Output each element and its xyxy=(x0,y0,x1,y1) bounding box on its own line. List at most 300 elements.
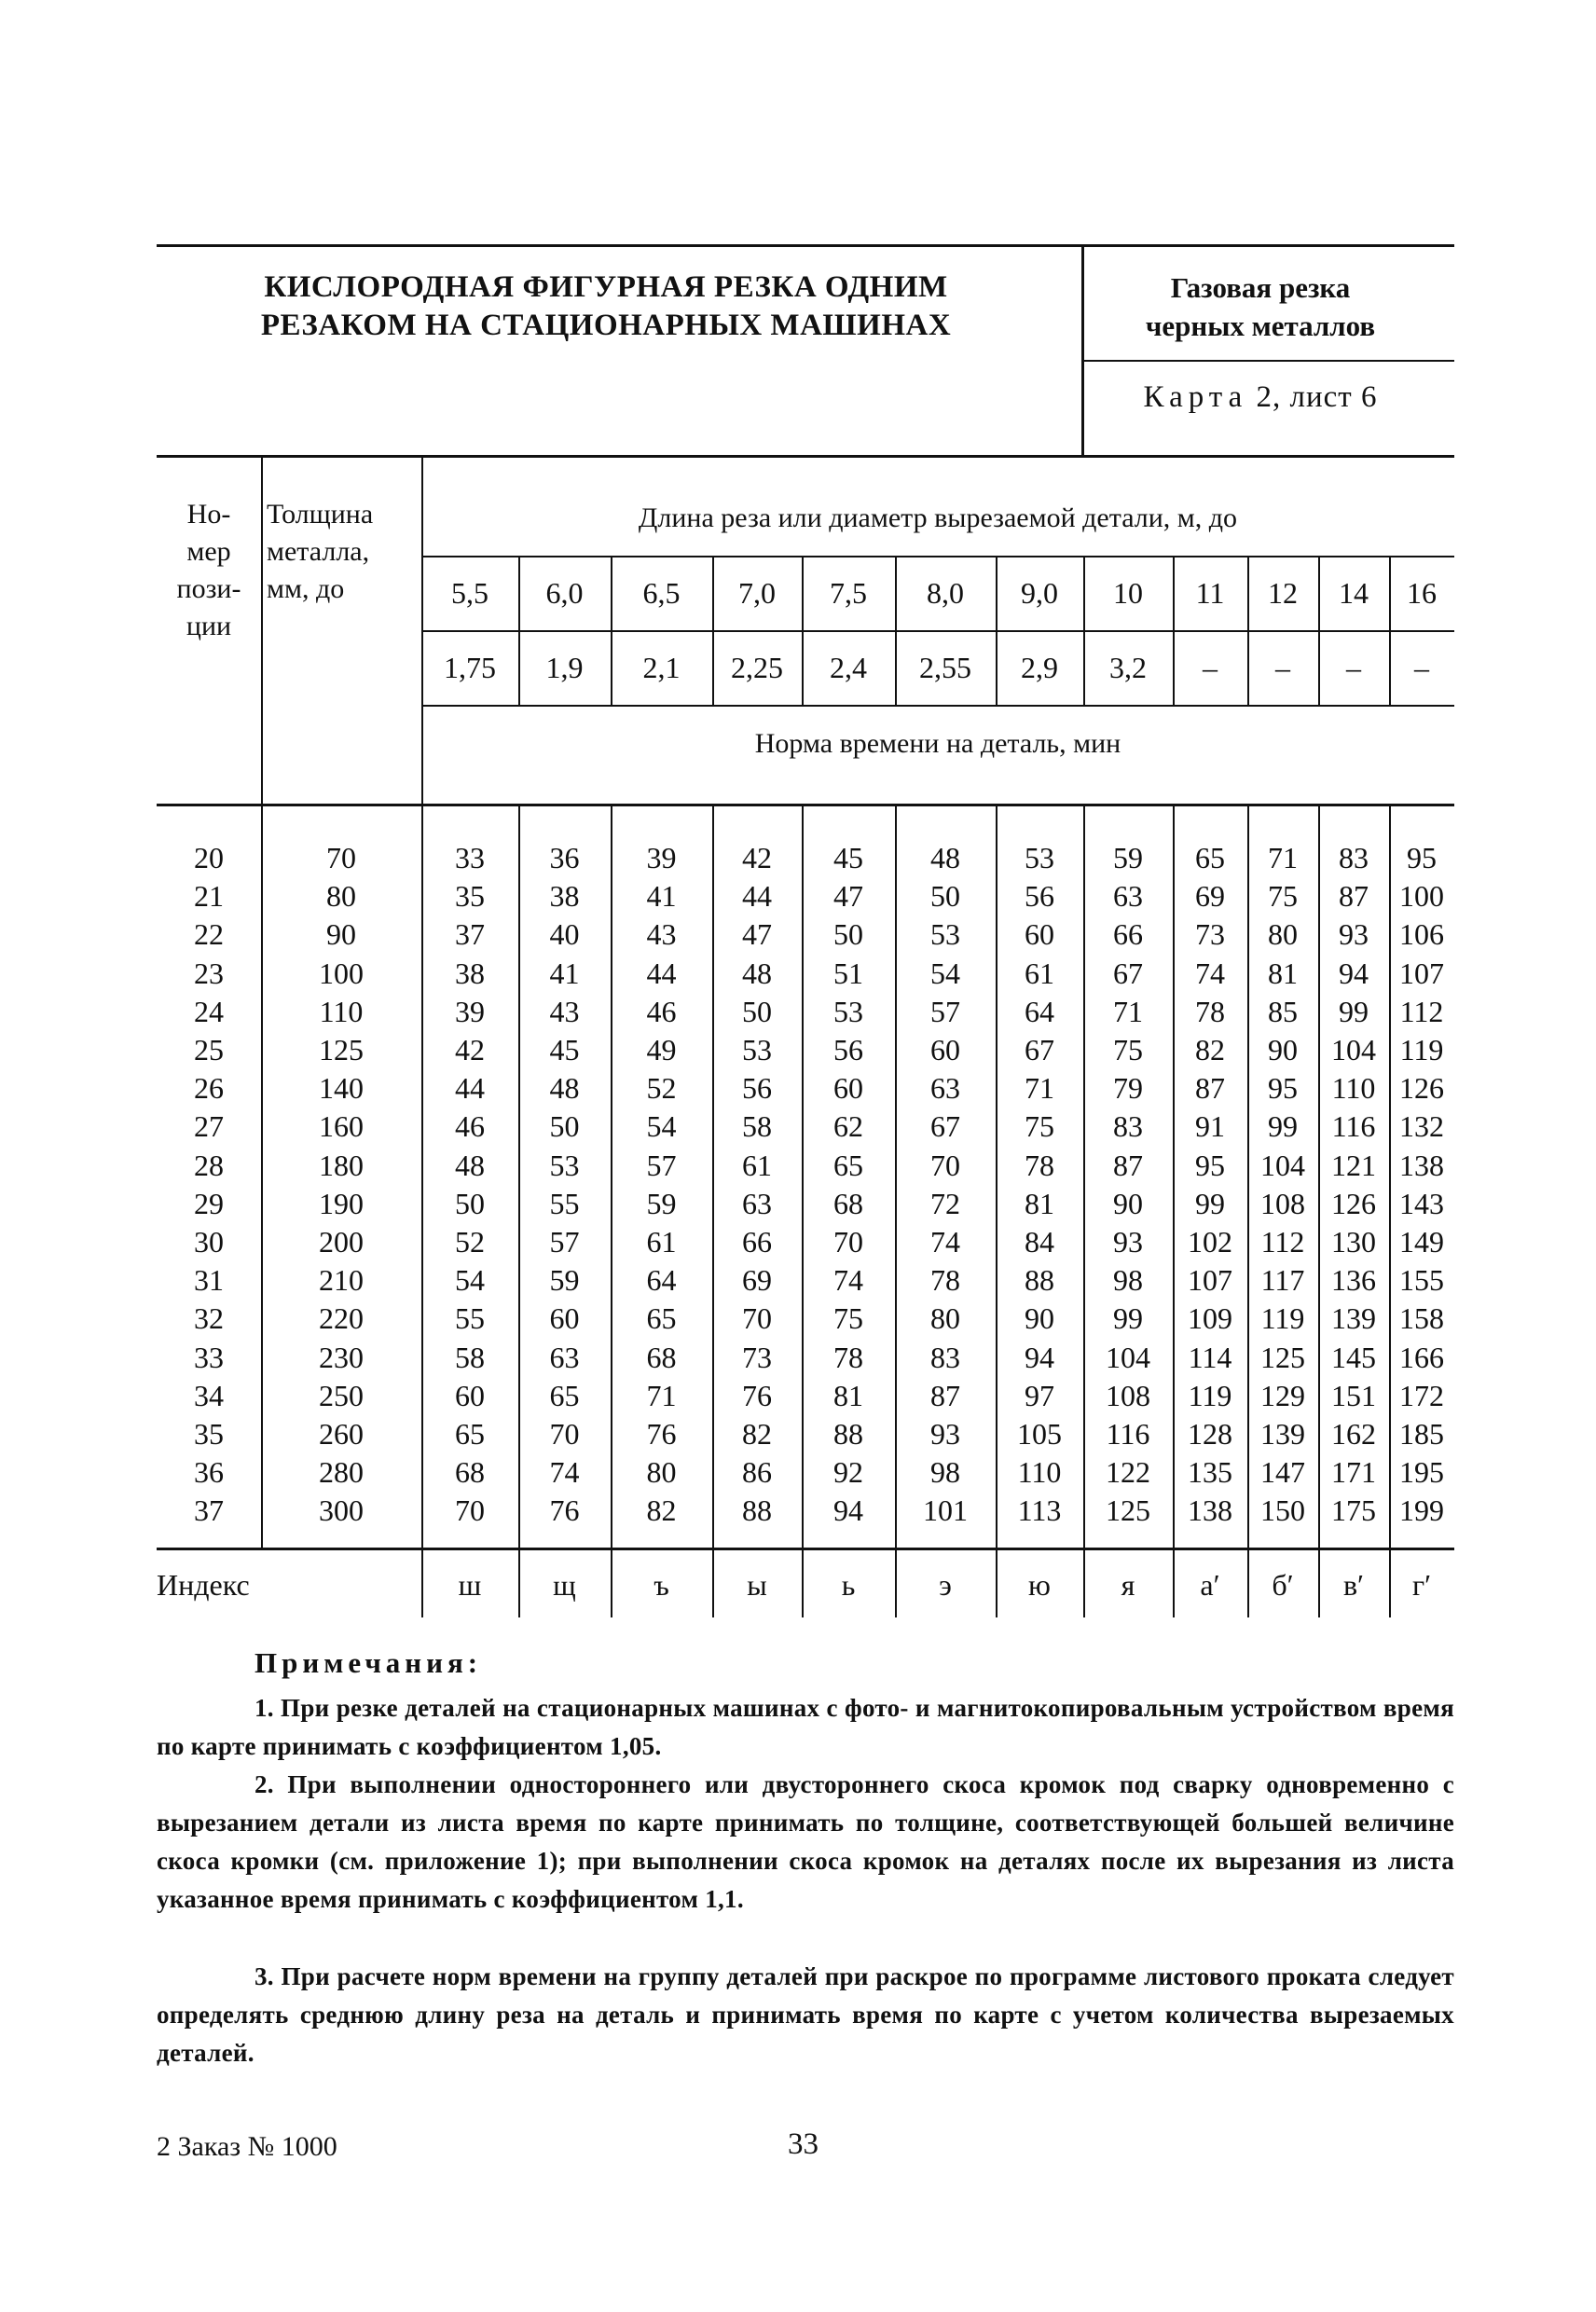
thickness-cell: 125 xyxy=(319,1033,364,1067)
time-norm-cell: 117 xyxy=(1260,1263,1305,1298)
thickness-cell: 70 xyxy=(326,841,356,874)
time-norm-cell: 73 xyxy=(742,1340,772,1374)
time-norm-cell: 78 xyxy=(1025,1148,1054,1182)
time-norm-cell: 107 xyxy=(1188,1263,1232,1298)
time-norm-cell: 138 xyxy=(1399,1148,1444,1182)
diameter-cell: – xyxy=(1203,651,1218,684)
time-norm-cell: 95 xyxy=(1407,841,1437,874)
time-norm-cell: 104 xyxy=(1260,1148,1305,1182)
time-norm-cell: 93 xyxy=(930,1417,960,1451)
time-norm-cell: 82 xyxy=(1195,1033,1225,1067)
col-header-thickness: мм, до xyxy=(267,573,345,604)
length-cell: 7,5 xyxy=(830,576,867,610)
time-norm-cell: 145 xyxy=(1331,1340,1376,1374)
time-norm-cell: 43 xyxy=(549,994,580,1028)
time-norm-cell: 147 xyxy=(1260,1455,1305,1490)
time-norm-cell: 100 xyxy=(1399,879,1444,914)
index-cell: а′ xyxy=(1200,1568,1220,1602)
time-norm-cell: 88 xyxy=(833,1417,863,1451)
time-norm-cell: 195 xyxy=(1399,1455,1444,1490)
time-norm-cell: 56 xyxy=(833,1033,863,1067)
time-norm-cell: 110 xyxy=(1331,1071,1376,1106)
time-norm-cell: 122 xyxy=(1106,1455,1150,1490)
position-cell: 22 xyxy=(194,917,224,952)
position-cell: 20 xyxy=(194,841,224,874)
time-norm-cell: 71 xyxy=(646,1378,677,1412)
time-norm-cell: 83 xyxy=(1339,841,1369,874)
time-norm-cell: 106 xyxy=(1399,917,1444,952)
thickness-cell: 100 xyxy=(319,956,364,990)
time-norm-cell: 33 xyxy=(455,841,485,874)
time-norm-cell: 39 xyxy=(455,994,485,1028)
time-norm-cell: 143 xyxy=(1399,1186,1444,1220)
time-norm-cell: 82 xyxy=(742,1417,772,1451)
time-norm-cell: 75 xyxy=(833,1301,863,1336)
time-norm-cell: 80 xyxy=(646,1455,677,1490)
time-norm-cell: 74 xyxy=(930,1225,960,1259)
time-norm-cell: 61 xyxy=(742,1148,772,1182)
time-norm-cell: 46 xyxy=(646,994,677,1028)
time-norm-cell: 70 xyxy=(833,1225,863,1259)
length-cell: 14 xyxy=(1339,576,1369,610)
title-line-1: КИСЛОРОДНАЯ ФИГУРНАЯ РЕЗКА ОДНИМ xyxy=(264,270,948,304)
diameter-cell: 3,2 xyxy=(1109,651,1147,684)
time-norm-cell: 114 xyxy=(1188,1340,1232,1374)
time-norm-cell: 80 xyxy=(1268,917,1298,952)
time-norm-cell: 63 xyxy=(1113,879,1143,914)
time-norm-cell: 87 xyxy=(1339,879,1369,914)
section-line-2: черных металлов xyxy=(1145,310,1376,342)
time-norm-cell: 112 xyxy=(1399,994,1444,1028)
time-norm-cell: 74 xyxy=(1195,956,1225,990)
time-norm-cell: 99 xyxy=(1195,1186,1225,1220)
time-norm-cell: 50 xyxy=(455,1186,485,1220)
time-norm-cell: 60 xyxy=(930,1033,960,1067)
time-norm-cell: 87 xyxy=(930,1378,960,1412)
time-norm-cell: 76 xyxy=(549,1493,580,1528)
note-1: 1. При резке деталей на стационарных машинах с фото- и магнитокопировальным устройством время по карте принимать с коэффициентом 1,05. xyxy=(157,1694,1454,1760)
position-cell: 30 xyxy=(194,1225,224,1259)
time-norm-cell: 80 xyxy=(930,1301,960,1336)
time-norm-cell: 57 xyxy=(549,1225,580,1259)
time-norm-cell: 55 xyxy=(455,1301,485,1336)
index-cell: б′ xyxy=(1272,1568,1294,1602)
time-norm-cell: 45 xyxy=(833,841,863,874)
diameter-cell: – xyxy=(1346,651,1361,684)
time-norm-cell: 119 xyxy=(1399,1033,1444,1067)
time-norm-cell: 40 xyxy=(549,917,580,952)
time-norm-cell: 126 xyxy=(1331,1186,1376,1220)
time-norm-cell: 75 xyxy=(1113,1033,1143,1067)
time-norm-cell: 138 xyxy=(1188,1493,1232,1528)
time-norm-cell: 78 xyxy=(833,1340,863,1374)
time-norm-cell: 59 xyxy=(646,1186,677,1220)
position-cell: 29 xyxy=(194,1186,224,1220)
time-norm-cell: 119 xyxy=(1188,1378,1232,1412)
time-norm-cell: 68 xyxy=(455,1455,485,1490)
time-norm-cell: 48 xyxy=(455,1148,485,1182)
diameter-cell: 2,55 xyxy=(919,651,971,684)
time-norm-cell: 64 xyxy=(1025,994,1054,1028)
time-norm-cell: 102 xyxy=(1188,1225,1232,1259)
time-norm-cell: 58 xyxy=(455,1340,485,1374)
card-sheet: 2, лист 6 xyxy=(1256,380,1378,414)
time-norm-cell: 38 xyxy=(549,879,580,914)
time-norm-cell: 66 xyxy=(1113,917,1143,952)
time-norm-cell: 107 xyxy=(1399,956,1444,990)
time-norm-cell: 79 xyxy=(1113,1071,1143,1106)
time-norm-cell: 55 xyxy=(549,1186,580,1220)
time-norm-cell: 72 xyxy=(930,1186,960,1220)
time-norm-cell: 71 xyxy=(1113,994,1143,1028)
time-norm-cell: 74 xyxy=(833,1263,863,1298)
title-line-2: РЕЗАКОМ НА СТАЦИОНАРНЫХ МАШИНАХ xyxy=(260,309,952,342)
col-header-number: ции xyxy=(186,611,232,641)
time-norm-cell: 50 xyxy=(549,1109,580,1144)
time-norm-cell: 94 xyxy=(1025,1340,1054,1374)
table-top-rule xyxy=(157,455,1454,458)
length-header-rule xyxy=(421,556,1454,557)
time-norm-cell: 44 xyxy=(646,956,677,990)
card-top-rule xyxy=(1081,360,1454,362)
time-norm-cell: 71 xyxy=(1025,1071,1054,1106)
time-norm-cell: 51 xyxy=(833,956,863,990)
time-norm-cell: 53 xyxy=(833,994,863,1028)
thickness-cell: 200 xyxy=(319,1225,364,1259)
time-norm-cell: 61 xyxy=(646,1225,677,1259)
time-norm-cell: 68 xyxy=(833,1186,863,1220)
index-cell: ъ xyxy=(654,1568,669,1602)
time-norm-cell: 50 xyxy=(930,879,960,914)
time-norm-cell: 47 xyxy=(742,917,772,952)
time-norm-cell: 37 xyxy=(455,917,485,952)
time-norm-cell: 93 xyxy=(1339,917,1369,952)
position-cell: 28 xyxy=(194,1148,224,1182)
time-norm-cell: 87 xyxy=(1113,1148,1143,1182)
time-norm-cell: 65 xyxy=(833,1148,863,1182)
time-norm-cell: 83 xyxy=(1113,1109,1143,1144)
time-norm-cell: 48 xyxy=(549,1071,580,1106)
time-norm-cell: 60 xyxy=(1025,917,1054,952)
time-norm-cell: 63 xyxy=(549,1340,580,1374)
time-norm-cell: 84 xyxy=(1025,1225,1054,1259)
time-norm-cell: 94 xyxy=(833,1493,863,1528)
norm-header-rule xyxy=(421,705,1454,707)
time-norm-cell: 44 xyxy=(455,1071,485,1106)
col-header-thickness: металла, xyxy=(267,536,370,567)
time-norm-cell: 35 xyxy=(455,879,485,914)
length-header: Длина реза или диаметр вырезаемой детали, м, до xyxy=(638,502,1238,533)
time-norm-cell: 61 xyxy=(1025,956,1054,990)
time-norm-cell: 166 xyxy=(1399,1340,1444,1374)
time-norm-cell: 81 xyxy=(833,1378,863,1412)
time-norm-cell: 48 xyxy=(930,841,960,874)
length-cell: 8,0 xyxy=(927,576,964,610)
time-norm-cell: 65 xyxy=(1195,841,1225,874)
time-norm-cell: 104 xyxy=(1331,1033,1376,1067)
diameter-cell: 1,75 xyxy=(444,651,496,684)
time-norm-cell: 52 xyxy=(455,1225,485,1259)
time-norm-cell: 121 xyxy=(1331,1148,1376,1182)
time-norm-cell: 90 xyxy=(1113,1186,1143,1220)
col-header-thickness: Толщина xyxy=(267,499,374,530)
time-norm-cell: 91 xyxy=(1195,1109,1225,1144)
time-norm-cell: 53 xyxy=(549,1148,580,1182)
time-norm-cell: 99 xyxy=(1339,994,1369,1028)
time-norm-cell: 58 xyxy=(742,1109,772,1144)
diameter-cell: – xyxy=(1414,651,1429,684)
length-cell: 7,0 xyxy=(738,576,776,610)
time-norm-cell: 62 xyxy=(833,1109,863,1144)
diameter-cell: – xyxy=(1275,651,1290,684)
index-cell: ы xyxy=(747,1568,767,1602)
thickness-cell: 260 xyxy=(319,1417,364,1451)
time-norm-cell: 88 xyxy=(1025,1263,1054,1298)
thickness-cell: 210 xyxy=(319,1263,364,1298)
index-label: Индекс xyxy=(157,1568,250,1602)
diameter-cell: 2,1 xyxy=(642,651,681,684)
time-norm-cell: 68 xyxy=(646,1340,677,1374)
index-cell: ш xyxy=(458,1568,482,1602)
time-norm-cell: 132 xyxy=(1399,1109,1444,1144)
section-line-1: Газовая резка xyxy=(1170,271,1351,304)
time-norm-cell: 69 xyxy=(1195,879,1225,914)
card-number xyxy=(1083,380,1438,415)
time-norm-cell: 116 xyxy=(1331,1109,1376,1144)
length-cell: 12 xyxy=(1268,576,1298,610)
index-cell: щ xyxy=(553,1568,576,1602)
time-norm-cell: 101 xyxy=(923,1493,968,1528)
position-cell: 21 xyxy=(194,879,224,914)
thickness-cell: 280 xyxy=(319,1455,364,1490)
diameter-cell: 1,9 xyxy=(545,651,584,684)
time-norm-cell: 162 xyxy=(1331,1417,1376,1451)
index-cell: я xyxy=(1121,1568,1135,1602)
length-cell: 6,0 xyxy=(545,576,584,610)
time-norm-cell: 135 xyxy=(1188,1455,1232,1490)
position-cell: 34 xyxy=(194,1378,224,1412)
time-norm-cell: 98 xyxy=(1113,1263,1143,1298)
time-norm-cell: 43 xyxy=(646,917,677,952)
norm-header: Норма времени на деталь, мин xyxy=(754,728,1121,759)
time-norm-cell: 54 xyxy=(646,1109,677,1144)
time-norm-cell: 36 xyxy=(549,841,580,874)
order-number: 2 Заказ № 1000 xyxy=(157,2131,337,2162)
thickness-cell: 140 xyxy=(319,1071,364,1106)
time-norm-cell: 70 xyxy=(549,1417,580,1451)
time-norm-cell: 42 xyxy=(455,1033,485,1067)
time-norm-cell: 87 xyxy=(1195,1071,1225,1106)
time-norm-cell: 49 xyxy=(646,1033,677,1067)
time-norm-cell: 92 xyxy=(833,1455,863,1490)
col-header-number: мер xyxy=(186,536,231,567)
diameter-cell: 2,9 xyxy=(1021,651,1058,684)
length-cell: 11 xyxy=(1195,576,1225,610)
position-cell: 24 xyxy=(194,994,224,1028)
position-cell: 23 xyxy=(194,956,224,990)
thickness-cell: 300 xyxy=(319,1493,364,1528)
index-cell: г′ xyxy=(1411,1568,1432,1602)
time-norm-cell: 125 xyxy=(1106,1493,1150,1528)
time-norm-cell: 90 xyxy=(1268,1033,1298,1067)
header-top-rule xyxy=(157,244,1454,247)
time-norm-cell: 63 xyxy=(742,1186,772,1220)
time-norm-cell: 110 xyxy=(1017,1455,1062,1490)
time-norm-cell: 50 xyxy=(833,917,863,952)
time-norm-cell: 171 xyxy=(1331,1455,1376,1490)
time-norm-cell: 65 xyxy=(549,1378,580,1412)
note-2: 2. При выполнении одностороннего или двустороннего скоса кромок под сварку одновременно с вырезанием детали из листа время по карте принимать по толщине, соответствующей большей величине скоса кромки (см. приложение 1); при выполнении скоса кромок на деталях после их вырезания из листа указанное время принимать с коэффициентом 1,1. xyxy=(157,1770,1454,1913)
time-norm-cell: 67 xyxy=(930,1109,960,1144)
time-norm-cell: 199 xyxy=(1399,1493,1444,1528)
position-cell: 26 xyxy=(194,1071,224,1106)
time-norm-cell: 105 xyxy=(1017,1417,1062,1451)
position-cell: 27 xyxy=(194,1109,224,1144)
time-norm-cell: 74 xyxy=(549,1455,580,1490)
diameter-cell: 2,25 xyxy=(731,651,783,684)
time-norm-cell: 66 xyxy=(742,1225,772,1259)
position-cell: 36 xyxy=(194,1455,224,1490)
time-norm-cell: 90 xyxy=(1025,1301,1054,1336)
length-cell: 10 xyxy=(1113,576,1143,610)
time-norm-cell: 71 xyxy=(1268,841,1298,874)
time-norm-cell: 53 xyxy=(742,1033,772,1067)
card-word: Карта xyxy=(1143,380,1248,414)
time-norm-cell: 185 xyxy=(1399,1417,1444,1451)
time-norm-cell: 45 xyxy=(549,1033,580,1067)
index-cell: в′ xyxy=(1342,1568,1365,1602)
time-norm-cell: 94 xyxy=(1339,956,1369,990)
col-header-number: пози- xyxy=(176,573,241,604)
time-norm-cell: 104 xyxy=(1106,1340,1150,1374)
time-norm-cell: 112 xyxy=(1260,1225,1305,1259)
time-norm-cell: 172 xyxy=(1399,1378,1444,1412)
thickness-cell: 230 xyxy=(319,1340,364,1374)
time-norm-cell: 65 xyxy=(646,1301,677,1336)
time-norm-cell: 130 xyxy=(1331,1225,1376,1259)
time-norm-cell: 95 xyxy=(1195,1148,1225,1182)
time-norm-cell: 59 xyxy=(549,1263,580,1298)
time-norm-cell: 47 xyxy=(833,879,863,914)
section-label xyxy=(1083,268,1438,345)
time-norm-cell: 108 xyxy=(1106,1378,1150,1412)
time-norm-cell: 63 xyxy=(930,1071,960,1106)
time-norm-cell: 54 xyxy=(455,1263,485,1298)
time-norm-cell: 75 xyxy=(1268,879,1298,914)
position-cell: 33 xyxy=(194,1340,224,1374)
length-cell: 6,5 xyxy=(642,576,681,610)
note-3: 3. При расчете норм времени на группу деталей при раскрое по программе листового проката следует определять среднюю длину реза на деталь и принимать время по карте с учетом количества вырезаемых деталей. xyxy=(157,1962,1454,2067)
time-norm-cell: 82 xyxy=(646,1493,677,1528)
time-norm-cell: 46 xyxy=(455,1109,485,1144)
time-norm-cell: 64 xyxy=(646,1263,677,1298)
thickness-cell: 190 xyxy=(319,1186,364,1220)
thickness-cell: 180 xyxy=(319,1148,364,1182)
time-norm-cell: 113 xyxy=(1017,1493,1062,1528)
time-norm-cell: 99 xyxy=(1268,1109,1298,1144)
time-norm-cell: 81 xyxy=(1025,1186,1054,1220)
diameter-rule xyxy=(421,630,1454,632)
time-norm-cell: 52 xyxy=(646,1071,677,1106)
position-cell: 37 xyxy=(194,1493,224,1528)
position-cell: 25 xyxy=(194,1033,224,1067)
time-norm-cell: 38 xyxy=(455,956,485,990)
time-norm-cell: 41 xyxy=(549,956,580,990)
time-norm-cell: 85 xyxy=(1268,994,1298,1028)
time-norm-cell: 78 xyxy=(1195,994,1225,1028)
time-norm-cell: 97 xyxy=(1025,1378,1054,1412)
time-norm-cell: 76 xyxy=(646,1417,677,1451)
notes-title: Примечания: xyxy=(255,1646,483,1679)
page-number: 33 xyxy=(788,2127,819,2161)
time-norm-cell: 86 xyxy=(742,1455,772,1490)
time-norm-cell: 150 xyxy=(1260,1493,1305,1528)
thickness-cell: 110 xyxy=(319,994,364,1028)
thickness-cell: 250 xyxy=(319,1378,364,1412)
time-norm-cell: 69 xyxy=(742,1263,772,1298)
index-cell: ь xyxy=(841,1568,856,1602)
time-norm-cell: 98 xyxy=(930,1455,960,1490)
time-norm-cell: 126 xyxy=(1399,1071,1444,1106)
time-norm-cell: 60 xyxy=(549,1301,580,1336)
time-norm-cell: 48 xyxy=(742,956,772,990)
time-norm-cell: 53 xyxy=(930,917,960,952)
body-bottom-rule xyxy=(157,1548,1454,1550)
time-norm-cell: 57 xyxy=(646,1148,677,1182)
time-norm-cell: 93 xyxy=(1113,1225,1143,1259)
position-cell: 31 xyxy=(194,1263,224,1298)
position-cell: 32 xyxy=(194,1301,224,1336)
header-bottom-rule xyxy=(157,804,1454,806)
index-cell: ю xyxy=(1028,1568,1051,1602)
time-norm-cell: 175 xyxy=(1331,1493,1376,1528)
time-norm-cell: 56 xyxy=(742,1071,772,1106)
time-norm-cell: 155 xyxy=(1399,1263,1444,1298)
time-norm-cell: 42 xyxy=(742,841,772,874)
time-norm-cell: 128 xyxy=(1188,1417,1232,1451)
length-cell: 9,0 xyxy=(1021,576,1058,610)
time-norm-cell: 88 xyxy=(742,1493,772,1528)
time-norm-cell: 57 xyxy=(930,994,960,1028)
time-norm-cell: 76 xyxy=(742,1378,772,1412)
time-norm-cell: 50 xyxy=(742,994,772,1028)
time-norm-cell: 81 xyxy=(1268,956,1298,990)
time-norm-cell: 70 xyxy=(742,1301,772,1336)
time-norm-cell: 125 xyxy=(1260,1340,1305,1374)
time-norm-cell: 129 xyxy=(1260,1378,1305,1412)
time-norm-cell: 70 xyxy=(455,1493,485,1528)
time-norm-cell: 139 xyxy=(1331,1301,1376,1336)
time-norm-cell: 60 xyxy=(833,1071,863,1106)
col-header-number: Но- xyxy=(186,499,231,530)
time-norm-cell: 83 xyxy=(930,1340,960,1374)
thickness-cell: 160 xyxy=(319,1109,364,1144)
time-norm-cell: 95 xyxy=(1268,1071,1298,1106)
index-cell: э xyxy=(939,1568,952,1602)
time-norm-cell: 109 xyxy=(1188,1301,1232,1336)
time-norm-cell: 151 xyxy=(1331,1378,1376,1412)
time-norm-cell: 75 xyxy=(1025,1109,1054,1144)
time-norm-cell: 53 xyxy=(1025,841,1054,874)
time-norm-cell: 73 xyxy=(1195,917,1225,952)
time-norm-cell: 41 xyxy=(646,879,677,914)
time-norm-cell: 39 xyxy=(646,841,677,874)
time-norm-cell: 78 xyxy=(930,1263,960,1298)
time-norm-cell: 99 xyxy=(1113,1301,1143,1336)
time-norm-cell: 149 xyxy=(1399,1225,1444,1259)
time-norm-cell: 67 xyxy=(1113,956,1143,990)
time-norm-cell: 108 xyxy=(1260,1186,1305,1220)
